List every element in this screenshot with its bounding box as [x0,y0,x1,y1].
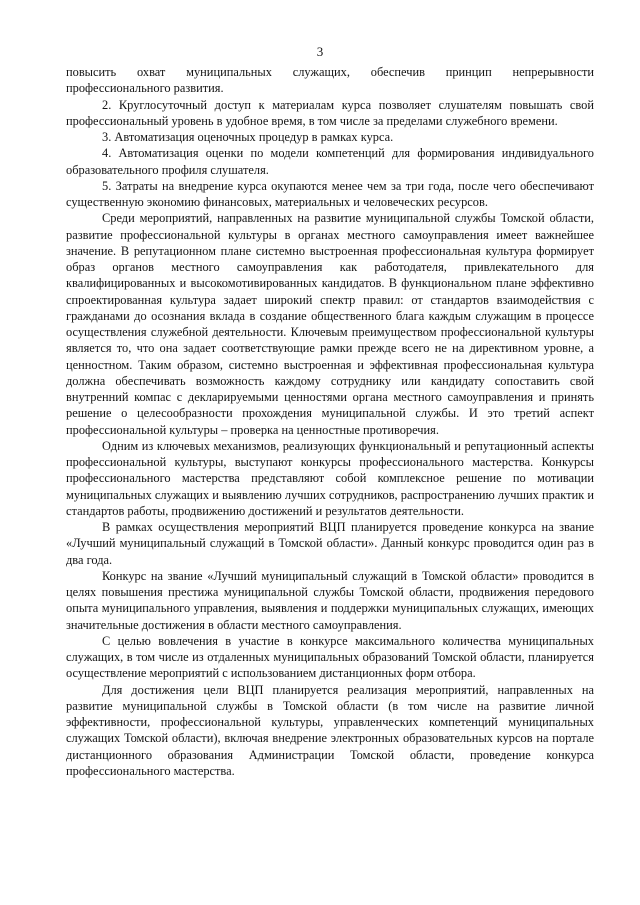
paragraph-contest-goals: Конкурс на звание «Лучший муниципальный служащий в Томской области» проводится в целях повышения престижа муниципальной службы Томской области, продвижения передового опыта муниципального управления, выявления и поддержки муниципальных служащих, имеющих значительные достижения в области местного самоуправления. [66,568,594,632]
list-item-4: 4. Автоматизация оценки по модели компетенций для формирования индивидуального образовательного профиля слушателя. [66,146,594,177]
list-item-2: 2. Круглосуточный доступ к материалам курса позволяет слушателям повышать свой профессиональный уровень в удобное время, в том числе за пределами служебного времени. [66,97,594,128]
paragraph-contest-announcement: В рамках осуществления мероприятий ВЦП планируется проведение конкурса на звание «Лучший муниципальный служащий в Томской области». Данный конкурс проводится один раз в два года. [66,520,594,567]
list-item-3: 3. Автоматизация оценочных процедур в рамках курса. [102,130,394,144]
document-body [66,64,594,779]
paragraph-professional-culture: Среди мероприятий, направленных на развитие муниципальной службы Томской области, развитие профессиональной культуры в органах местного самоуправления имеет важнейшее значение. В репутационном плане системно выстроенная профессиональная культура формирует образ органов местного самоуправления как работодателя, привлекательного для квалифицированных и высокомотивированных кандидатов. В функциональном плане эффективно спроектированная культура задает широкий спектр правил: от стандартов взаимодействия с гражданами до осознания вклада в создание общественного блага каждым служащим в процессе осуществления служебной деятельности. Ключевым преимуществом профессиональной культуры является то, что она задает соответствующие рамки прежде всего не на директивном уровне, а ценностном. Таким образом, системно выстроенная и эффективная профессиональная культура должна обеспечивать возможность каждому сотруднику или кандидату сопоставить свой внутренний компас с декларируемыми ценностями органа местного самоуправления и принять решение о целесообразности прохождения муниципальной службы. И это третий аспект профессиональной культуры – проверка на ценностные противоречия. [66,211,594,437]
paragraph-contests-mechanism: Одним из ключевых механизмов, реализующих функциональный и репутационный аспекты профессиональной культуры, выступают конкурсы профессионального мастерства. Конкурсы профессионального мастерства представляют собой комплексное решение по мотивации муниципальных служащих и выявлению лучших сотрудников, распространению лучших практик и стандартов работы, продвижению достижений и результатов деятельности. [66,438,594,518]
list-item-5: 5. Затраты на внедрение курса окупаются менее чем за три года, после чего обеспечивают существенную экономию финансовых, материальных и человеческих ресурсов. [66,178,594,209]
paragraph-vcp-goal: Для достижения цели ВЦП планируется реализация мероприятий, направленных на развитие муниципальной службы в Томской области (в том числе на развитие личной эффективности, профессиональной культуры, управленческих компетенций муниципальных служащих Томской области), включая внедрение электронных образовательных курсов на портале дистанционного образования Администрации Томской области, проведение конкурса профессионального мастерства. [66,682,594,778]
page-number: 3 [316,44,324,59]
paragraph-continuation: повысить охват муниципальных служащих, обеспечив принцип непрерывности профессионального развития. [66,65,594,96]
paragraph-remote-selection: С целью вовлечения в участие в конкурсе максимального количества муниципальных служащих, в том числе из отдаленных муниципальных образований Томской области, планируется осуществление мероприятий с использованием дистанционных форм отбора. [66,633,594,681]
